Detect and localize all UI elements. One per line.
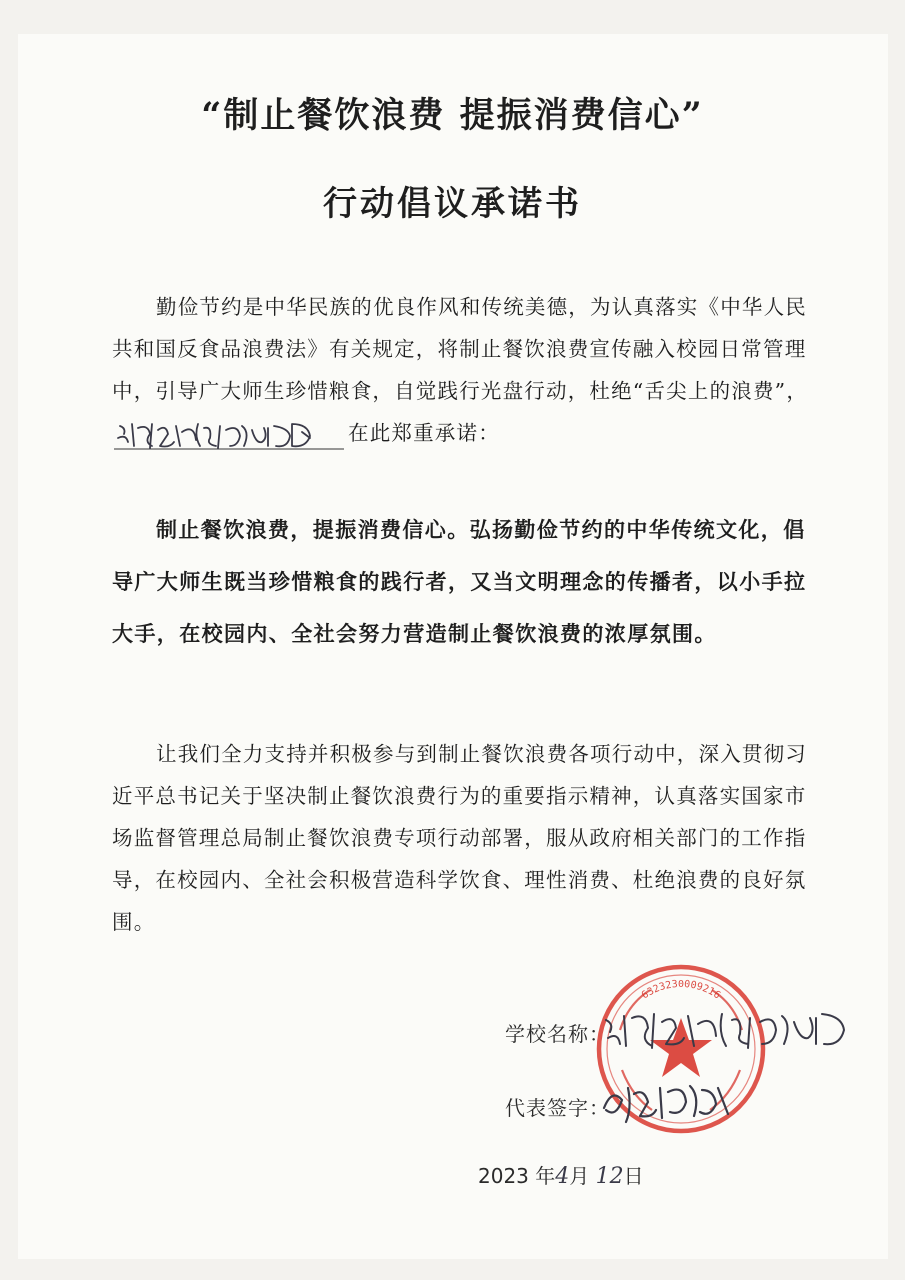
date-day-suffix: 日: [623, 1164, 644, 1188]
handwritten-school-name: [112, 418, 348, 452]
signing-date: [478, 1160, 644, 1189]
seal-number: 6323230009216: [639, 978, 723, 1002]
paragraph-3: [112, 733, 824, 943]
representative-label: 代表签字：: [505, 1096, 610, 1120]
handwritten-name-inline-svg: [112, 418, 348, 452]
school-name-label: 学校名称：: [505, 1022, 610, 1046]
paragraph-2-bold: [112, 504, 824, 660]
document-title-line2: 行动倡议承诺书: [323, 184, 582, 224]
paragraph-1-tail: 在此郑重承诺：: [348, 421, 500, 445]
paragraph-2-text: 制止餐饮浪费，提振消费信心。弘扬勤俭节约的中华传统文化，倡导广大师生既当珍惜粮食的践行者，又当文明理念的传播者，以小手拉大手，在校园内、全社会努力营造制止餐饮浪费的浓厚氛围。: [112, 518, 807, 646]
school-name-handwriting-icon: [600, 1006, 850, 1058]
date-year-suffix: 年: [535, 1164, 556, 1188]
date-month-handwritten: 4: [555, 1164, 570, 1189]
representative-signature-icon: [598, 1078, 748, 1128]
date-month-suffix: 月: [569, 1164, 590, 1188]
paragraph-1-text: 勤俭节约是中华民族的优良作风和传统美德，为认真落实《中华人民共和国反食品浪费法》有关规定，将制止餐饮浪费宣传融入校园日常管理中，引导广大师生珍惜粮食，自觉践行光盘行动，杜绝“舌尖上的浪费”，: [112, 295, 809, 403]
date-day-handwritten: 12: [595, 1164, 624, 1189]
document-title-line1: “制止餐饮浪费 提振消费信心”: [201, 95, 704, 136]
paragraph-3-text: 让我们全力支持并积极参与到制止餐饮浪费各项行动中，深入贯彻习近平总书记关于坚决制止餐饮浪费行为的重要指示精神，认真落实国家市场监督管理总局制止餐饮浪费专项行动部署，服从政府相关部门的工作指导，在校园内、全社会积极营造科学饮食、理性消费、杜绝浪费的良好氛围。: [112, 742, 807, 934]
date-year: 2023: [478, 1164, 529, 1188]
paragraph-1: [112, 286, 824, 454]
